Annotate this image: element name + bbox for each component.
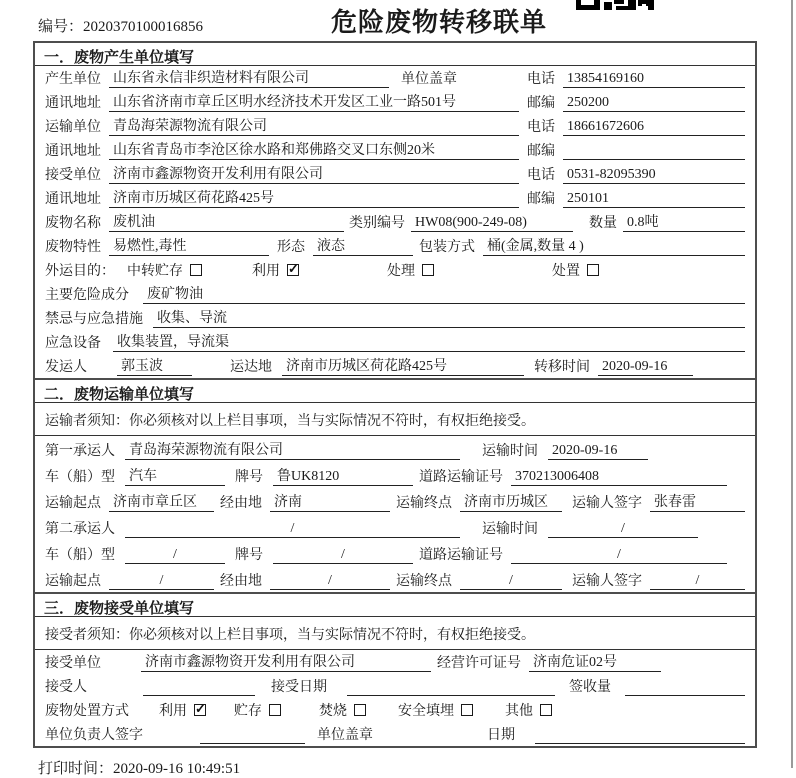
waste-traits-row [35,234,755,258]
receiver-label: 接受单位 [45,168,101,183]
route-via-label: 经由地 [220,574,262,589]
second-carrier-label: 第二承运人 [45,522,115,537]
vehicle-type-value: 汽车 [125,465,225,486]
disposal-option-other [505,700,552,720]
checkbox-icon [287,264,299,276]
transporter-row [35,114,755,138]
option-label: 中转贮存 [127,264,183,279]
producer-label: 产生单位 [45,72,101,87]
second-carrier-row [35,514,755,540]
route2-row [35,566,755,592]
phone-label: 电话 [527,120,555,135]
measures-value: 收集、导流 [153,307,745,328]
section-receiver [33,592,757,748]
section1-header: 一．废物产生单位填写 [35,43,755,66]
route1-row [35,488,755,514]
zip-label: 邮编 [527,144,555,159]
vehicle2-row [35,540,755,566]
section-producer [33,41,757,380]
accept-unit-row [35,650,755,674]
receiver-address-value: 济南市历城区荷花路425号 [109,187,519,208]
transport-time-value: 2020-09-16 [548,443,648,460]
receiver-address-row [35,186,755,210]
disposal-row [35,698,755,722]
transporter-value: 青岛海荣源物流有限公司 [109,115,519,136]
first-carrier-label: 第一承运人 [45,444,115,459]
receiver-notice: 接受者须知：你必须核对以上栏目事项，当与实际情况不符时，有权拒绝接受。 [35,617,755,650]
hazard-row [35,282,755,306]
hazard-label: 主要危险成分 [45,288,129,303]
producer-row [35,66,755,90]
equipment-row [35,330,755,354]
dispatcher-label: 发运人 [45,360,87,375]
checkbox-icon [194,704,206,716]
carrier-sign-label: 运输人签字 [572,574,642,589]
transporter-notice: 运输者须知：你必须核对以上栏目事项，当与实际情况不符时，有权拒绝接受。 [35,403,755,436]
purpose-option-transfer-storage [127,260,202,280]
disposal-option-storage [234,700,281,720]
equipment-value: 收集装置，导流渠 [113,331,745,352]
route-via-label: 经由地 [220,496,262,511]
second-carrier-value: / [125,521,460,538]
section-transporter [33,378,757,594]
category-code-label: 类别编号 [349,216,405,231]
accept-date-label: 接受日期 [271,680,327,695]
accept-unit-label: 接受单位 [45,656,101,671]
waste-name-row [35,210,755,234]
checkbox-icon [354,704,366,716]
serial-value: 2020370100016856 [83,19,204,35]
transport-time-label: 运输时间 [482,444,538,459]
transporter-address-value: 山东省青岛市李沧区徐水路和郑佛路交叉口东侧20米 [109,139,519,160]
checkbox-icon [587,264,599,276]
road-license-value: / [511,547,727,564]
option-label: 贮存 [234,704,262,719]
transfer-time-label: 转移时间 [534,360,590,375]
waste-name-value: 废机油 [109,211,344,232]
route-start-value: 济南市章丘区 [109,491,214,512]
road-license-value: 370213006408 [511,469,727,486]
option-label: 利用 [252,264,280,279]
disposal-option-incinerate [319,700,366,720]
accept-date-value [347,679,555,696]
serial-number [38,15,203,36]
serial-label: 编号： [38,19,84,35]
quantity-label: 数量 [589,216,617,231]
checkbox-icon [461,704,473,716]
plate-value: / [273,547,413,564]
page-right-edge [791,0,793,768]
vehicle-type-label: 车（船）型 [45,470,115,485]
transporter-address-row [35,138,755,162]
waste-traits-value: 易燃性,毒性 [109,235,269,256]
qr-code-fragment-icon [576,0,654,10]
section2-header: 二．废物运输单位填写 [35,380,755,403]
purpose-row [35,258,755,282]
producer-value: 山东省永信非织造材料有限公司 [109,67,389,88]
route-via-value: / [270,573,390,590]
checkbox-icon [422,264,434,276]
road-license-label: 道路运输证号 [419,470,503,485]
route-start-label: 运输起点 [45,496,101,511]
vehicle-type-value: / [125,547,225,564]
checkbox-icon [190,264,202,276]
road-license-label: 道路运输证号 [419,548,503,563]
first-carrier-value: 青岛海荣源物流有限公司 [125,439,460,460]
address-label: 通讯地址 [45,192,101,207]
transporter-label: 运输单位 [45,120,101,135]
route-start-value: / [109,573,214,590]
category-code-value: HW08(900-249-08) [411,215,573,232]
print-time [38,757,796,778]
measures-label: 禁忌与应急措施 [45,312,143,327]
waste-name-label: 废物名称 [45,216,101,231]
purpose-label: 外运目的： [45,264,115,279]
option-label: 处理 [387,264,415,279]
disposal-label: 废物处置方式 [45,704,129,719]
transporter-phone-value: 18661672606 [563,119,745,136]
route-end-value: / [460,573,562,590]
print-time-label: 打印时间： [38,761,114,777]
dispatch-row [35,354,755,378]
transport-time-label: 运输时间 [482,522,538,537]
packaging-label: 包装方式 [419,240,475,255]
waste-traits-label: 废物特性 [45,240,101,255]
measures-row [35,306,755,330]
signoff-row [35,722,755,746]
accept-person-row [35,674,755,698]
destination-label: 运达地 [230,360,272,375]
plate-label: 牌号 [235,548,263,563]
packaging-value: 桶(金属,数量 4 ) [483,235,745,256]
destination-value: 济南市历城区荷花路425号 [282,355,524,376]
route-end-label: 运输终点 [396,574,452,589]
checkbox-icon [540,704,552,716]
form-state-value: 液态 [313,235,413,256]
operate-license-value: 济南危证02号 [529,651,661,672]
form-state-label: 形态 [277,240,305,255]
receiver-row [35,162,755,186]
operate-license-label: 经营许可证号 [437,656,521,671]
signed-quantity-label: 签收量 [569,680,611,695]
head-sign-value [200,727,305,744]
receiver-value: 济南市鑫源物资开发利用有限公司 [109,163,519,184]
accept-person-label: 接受人 [45,680,87,695]
hazard-value: 废矿物油 [143,283,745,304]
disposal-option-landfill [398,700,473,720]
option-label: 利用 [159,704,187,719]
equipment-label: 应急设备 [45,336,101,351]
dispatcher-value: 郭玉波 [117,355,192,376]
print-time-value: 2020-09-16 10:49:51 [113,761,241,777]
option-label: 焚烧 [319,704,347,719]
date-label: 日期 [487,728,515,743]
receiver-phone-value: 0531-82095390 [563,167,745,184]
checkbox-icon [269,704,281,716]
zip-label: 邮编 [527,96,555,111]
quantity-value: 0.8吨 [623,211,745,232]
vehicle1-row [35,462,755,488]
signed-quantity-value [625,679,745,696]
phone-label: 电话 [527,168,555,183]
plate-label: 牌号 [235,470,263,485]
transporter-zip-value [563,143,745,160]
route-end-value: 济南市历城区 [460,491,562,512]
carrier-sign-label: 运输人签字 [572,496,642,511]
disposal-option-utilize [159,700,206,720]
seal-label: 单位盖章 [401,72,457,87]
phone-label: 电话 [527,72,555,87]
option-label: 处置 [552,264,580,279]
plate-value: 鲁UK8120 [273,465,413,486]
address-label: 通讯地址 [45,96,101,111]
route-via-value: 济南 [270,491,390,512]
producer-zip-value: 250200 [563,95,745,112]
unit-seal-label: 单位盖章 [317,728,373,743]
transfer-time-value: 2020-09-16 [598,359,693,376]
route-end-label: 运输终点 [396,496,452,511]
carrier-sign-value: 张春雷 [650,491,745,512]
purpose-option-utilize [252,260,299,280]
route-start-label: 运输起点 [45,574,101,589]
accept-unit-value: 济南市鑫源物资开发利用有限公司 [141,651,431,672]
producer-address-row [35,90,755,114]
producer-phone-value: 13854169160 [563,71,745,88]
zip-label: 邮编 [527,192,555,207]
page-title: 危险废物转移联单 [331,8,548,37]
transport-time-value: / [548,521,698,538]
document-header [0,0,796,41]
purpose-option-treat [387,260,434,280]
accept-person-value [143,679,255,696]
date-value [535,727,745,744]
purpose-option-dispose [552,260,599,280]
receiver-zip-value: 250101 [563,191,745,208]
address-label: 通讯地址 [45,144,101,159]
head-sign-label: 单位负责人签字 [45,728,143,743]
first-carrier-row [35,436,755,462]
vehicle-type-label: 车（船）型 [45,548,115,563]
option-label: 安全填埋 [398,704,454,719]
producer-address-value: 山东省济南市章丘区明水经济技术开发区工业一路501号 [109,91,519,112]
transfer-form [33,41,757,748]
carrier-sign-value: / [650,573,745,590]
option-label: 其他 [505,704,533,719]
section3-header: 三．废物接受单位填写 [35,594,755,617]
